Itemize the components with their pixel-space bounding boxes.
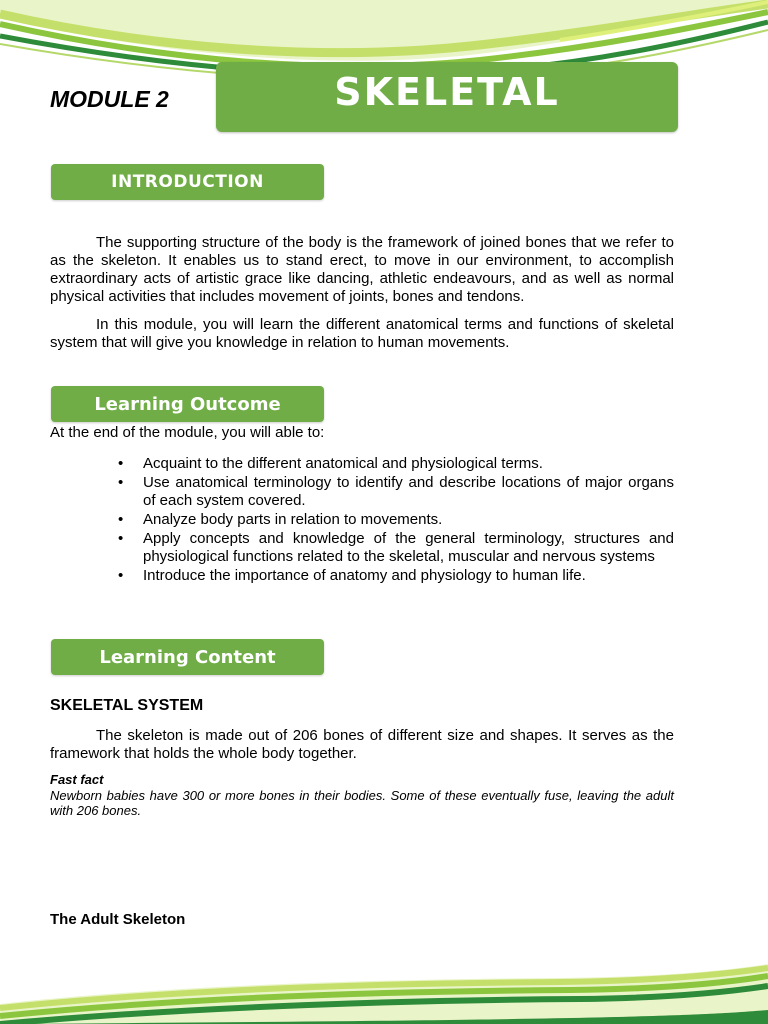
introduction-banner bbox=[51, 164, 324, 200]
learning-content-banner bbox=[51, 639, 324, 675]
intro-paragraph-1: The supporting structure of the body is the framework of joined bones that we refer to as the skeleton. It enables us to stand erect, to move in our environment, to accomplish extraordinary acts of artistic grace like dancing, athletic endeavours, and as well as normal physical activities that includes movement of joints, bones and tendons. bbox=[50, 234, 674, 305]
introduction-heading: INTRODUCTION bbox=[111, 172, 264, 192]
skeletal-system-paragraph: The skeleton is made out of 206 bones of different size and shapes. It serves as the framework that holds the whole body together. bbox=[50, 727, 674, 762]
fast-fact-title: Fast fact bbox=[50, 772, 104, 787]
bottom-wave-decoration bbox=[0, 964, 768, 1024]
bullet-icon: • bbox=[118, 511, 124, 528]
module-label: MODULE 2 bbox=[50, 86, 169, 112]
fast-fact-text: Newborn babies have 300 or more bones in their bodies. Some of these eventually fuse, leaving the adult with 206 bones. bbox=[50, 788, 674, 818]
bullet-icon: • bbox=[118, 455, 124, 472]
outcomes-list bbox=[118, 455, 674, 586]
bullet-icon: • bbox=[118, 530, 124, 547]
bullet-icon: • bbox=[118, 567, 124, 584]
list-item: • Use anatomical terminology to identify and describe locations of major organs of each system covered. bbox=[118, 474, 674, 509]
list-item: • Introduce the importance of anatomy and physiology to human life. bbox=[118, 567, 586, 584]
learning-outcome-heading: Learning Outcome bbox=[94, 393, 281, 415]
list-item: • Apply concepts and knowledge of the general terminology, structures and physiological functions related to the skeletal, muscular and nervous systems bbox=[118, 530, 674, 565]
page-title: SKELETAL bbox=[334, 70, 560, 114]
adult-skeleton-heading: The Adult Skeleton bbox=[50, 911, 186, 928]
list-item: • Analyze body parts in relation to movements. bbox=[118, 511, 443, 528]
bullet-icon: • bbox=[118, 474, 124, 491]
learning-content-heading: Learning Content bbox=[99, 646, 276, 668]
learning-outcome-banner bbox=[51, 386, 324, 422]
skeletal-system-heading: SKELETAL SYSTEM bbox=[50, 697, 204, 714]
outcomes-lead: At the end of the module, you will able to: bbox=[50, 424, 325, 441]
title-banner bbox=[216, 62, 678, 132]
list-item: • Acquaint to the different anatomical and physiological terms. bbox=[118, 455, 543, 472]
intro-paragraph-2: In this module, you will learn the different anatomical terms and functions of skeletal system that will give you knowledge in relation to human movements. bbox=[50, 316, 674, 351]
